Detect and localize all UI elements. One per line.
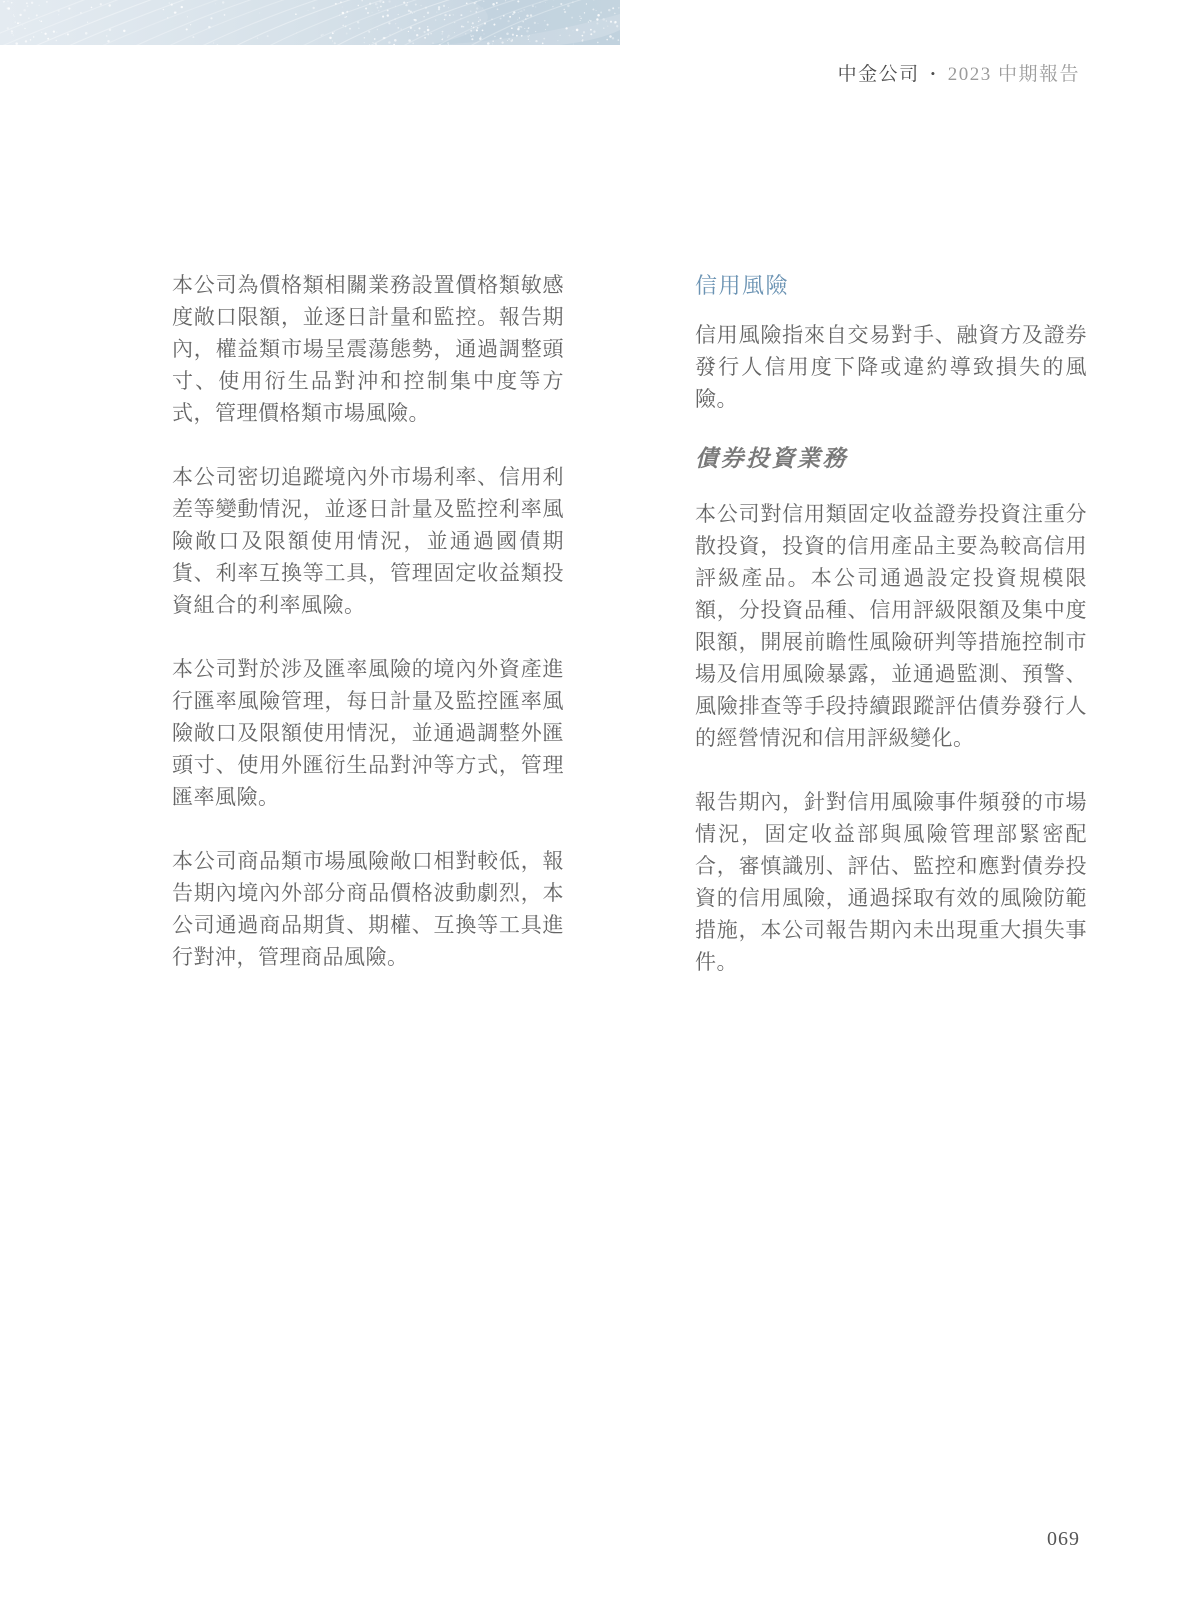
page-number: 069 (1047, 1528, 1080, 1550)
bond-investment-heading: 債券投資業務 (695, 446, 848, 471)
company-name: 中金公司 (837, 64, 920, 85)
header-bullet: • (930, 66, 937, 81)
report-title: 2023 中期報告 (947, 64, 1080, 85)
top-decoration-band (0, 0, 620, 45)
left-column (172, 270, 564, 974)
credit-risk-heading: 信用風險 (695, 273, 790, 298)
paragraph-fx-risk: 本公司對於涉及匯率風險的境內外資產進行匯率風險管理，每日計量及監控匯率風險敞口及限額使用情況，並通過調整外匯頭寸、使用外匯衍生品對沖等方式，管理匯率風險。 (172, 658, 564, 809)
wave-pattern-icon (0, 0, 620, 45)
paragraph-price-risk: 本公司為價格類相關業務設置價格類敏感度敞口限額，並逐日計量和監控。報告期內，權益類市場呈震蕩態勢，通過調整頭寸、使用衍生品對沖和控制集中度等方式，管理價格類市場風險。 (172, 274, 564, 425)
paragraph-interest-risk: 本公司密切追蹤境內外市場利率、信用利差等變動情況，並逐日計量及監控利率風險敞口及限額使用情況，並通過國債期貨、利率互換等工具，管理固定收益類投資組合的利率風險。 (172, 466, 564, 617)
paragraph-commodity-risk: 本公司商品類市場風險敞口相對較低，報告期內境內外部分商品價格波動劇烈，本公司通過商品期貨、期權、互換等工具進行對沖，管理商品風險。 (172, 850, 564, 969)
right-column (695, 270, 1087, 979)
running-header (838, 62, 1080, 87)
paragraph-bond-investment: 本公司對信用類固定收益證券投資注重分散投資，投資的信用產品主要為較高信用評級產品。本公司通過設定投資規模限額，分投資品種、信用評級限額及集中度限額，開展前瞻性風險研判等措施控制市場及信用風險暴露，並通過監測、預警、風險排查等手段持續跟蹤評估債券發行人的經營情況和信用評級變化。 (695, 503, 1087, 750)
paragraph-credit-risk-intro: 信用風險指來自交易對手、融資方及證券發行人信用度下降或違約導致損失的風險。 (695, 324, 1087, 411)
paragraph-credit-events: 報告期內，針對信用風險事件頻發的市場情況，固定收益部與風險管理部緊密配合，審慎識別、評估、監控和應對債券投資的信用風險，通過採取有效的風險防範措施，本公司報告期內未出現重大損失事件。 (695, 791, 1087, 974)
